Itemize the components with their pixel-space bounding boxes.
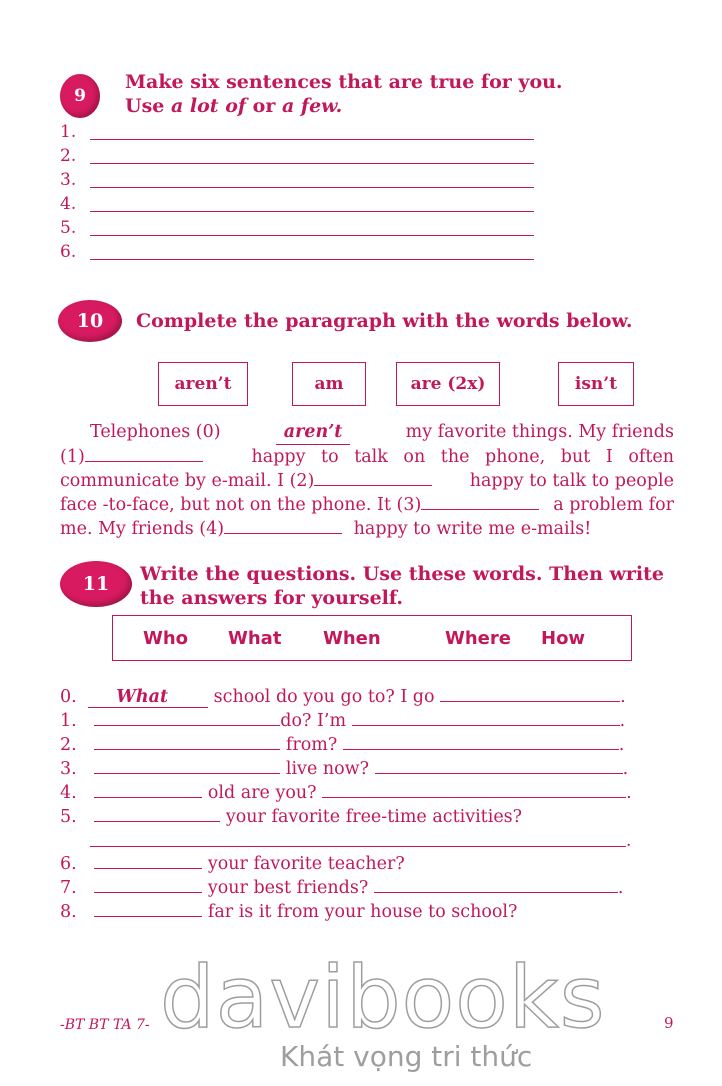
question-5-blank[interactable]: [94, 805, 220, 822]
question-text: do? I’m: [280, 711, 347, 731]
paragraph-text: face -to-face, but not on the phone. It (3): [60, 493, 539, 517]
question-1-blank[interactable]: [94, 709, 280, 726]
paragraph-text: me. My friends (4): [60, 519, 225, 539]
question-1: 1. do? I’m .: [60, 711, 626, 731]
question-text: far is it from your house to school?: [207, 902, 518, 922]
watermark-brand: davibooks: [160, 948, 606, 1048]
word-box-are: are (2x): [396, 362, 500, 406]
blank-1[interactable]: [85, 445, 203, 462]
exercise-11-title: [140, 562, 664, 610]
paragraph-text: Telephones (0): [90, 422, 221, 442]
question-words-box: [112, 615, 632, 661]
paragraph-text: (1): [60, 445, 203, 469]
blank-3[interactable]: [421, 493, 539, 510]
exercise-10-paragraph: [60, 420, 674, 541]
question-text: old are you?: [207, 783, 317, 803]
question-number: 3.: [60, 759, 77, 779]
question-2: 2. from? .: [60, 735, 625, 755]
paragraph-text: happy to talk to people: [469, 471, 674, 491]
ex9-item-1-line[interactable]: [90, 139, 534, 140]
exercise-11-badge: 11: [60, 561, 132, 607]
exercise-11-title-line1: Write the questions. Use these words. Then write: [140, 563, 664, 585]
ex9-item-2-line[interactable]: [90, 163, 534, 164]
question-number: 6.: [60, 854, 77, 874]
question-word-who: Who: [143, 628, 189, 649]
paragraph-line-1: [60, 420, 674, 445]
question-word-where: Where: [445, 628, 511, 649]
question-number: 8.: [60, 902, 77, 922]
question-number: 5.: [60, 807, 77, 827]
question-text: your best friends?: [207, 878, 369, 898]
exercise-9-badge: 9: [60, 74, 100, 118]
question-text: live now?: [285, 759, 370, 779]
question-2-blank[interactable]: [94, 733, 280, 750]
ex9-item-3-number: 3.: [60, 170, 77, 190]
paragraph-line-4: [60, 493, 674, 517]
question-text: from?: [285, 735, 338, 755]
question-4: 4. old are you? .: [60, 783, 632, 803]
paragraph-text: happy to write me e-mails!: [353, 519, 592, 539]
question-text: school do you go to? I go: [213, 687, 435, 707]
question-text: your favorite free-time activities?: [225, 807, 523, 827]
blank-2[interactable]: [314, 469, 432, 486]
paragraph-text: my favorite things. My friends: [405, 422, 674, 442]
question-2-answer-blank[interactable]: [343, 733, 619, 750]
question-5: [60, 805, 522, 829]
question-number: 2.: [60, 735, 77, 755]
question-4-blank[interactable]: [94, 781, 202, 798]
ex9-item-4-line[interactable]: [90, 211, 534, 212]
question-6-blank[interactable]: [94, 852, 202, 869]
ex9-item-4-number: 4.: [60, 194, 77, 214]
question-7-blank[interactable]: [94, 876, 202, 893]
question-8-blank[interactable]: [94, 900, 202, 917]
paragraph-text: a problem for: [553, 495, 674, 515]
word-box-am: am: [292, 362, 366, 406]
paragraph-answer-0: [276, 420, 351, 445]
period: .: [626, 831, 632, 851]
question-8: [60, 900, 517, 924]
page-number: 9: [664, 1014, 674, 1032]
question-word-when: When: [323, 628, 381, 649]
footer-book-code: -BT BT TA 7-: [60, 1017, 150, 1033]
question-3-answer-blank[interactable]: [375, 757, 623, 774]
word-box-arent: aren’t: [158, 362, 248, 406]
paragraph-line-5: [60, 517, 674, 541]
answer-arent: aren’t: [283, 422, 343, 442]
ex9-item-5-line[interactable]: [90, 235, 534, 236]
paragraph-text: communicate by e-mail. I (2): [60, 469, 432, 493]
question-7: 7. your best friends? .: [60, 878, 624, 898]
question-0: 0. What school do you go to? I go .: [60, 687, 626, 707]
exercise-10-badge: 10: [58, 300, 122, 342]
paragraph-line-3: [60, 469, 674, 493]
question-3: 3. live now? .: [60, 759, 629, 779]
question-text: your favorite teacher?: [207, 854, 405, 874]
question-0-answer-blank[interactable]: [440, 685, 620, 702]
exercise-10-title: Complete the paragraph with the words below.: [136, 310, 633, 332]
paragraph-text: happy to talk on the phone, but I often: [251, 447, 674, 467]
exercise-9-title-line2: Use a lot of or a few.: [125, 95, 343, 117]
question-7-answer-blank[interactable]: [374, 876, 618, 893]
question-4-answer-blank[interactable]: [322, 781, 626, 798]
ex9-item-6-line[interactable]: [90, 259, 534, 260]
ex9-item-5-number: 5.: [60, 218, 77, 238]
question-word-how: How: [541, 628, 586, 649]
ex9-item-2-number: 2.: [60, 146, 77, 166]
question-5-answer-line[interactable]: [90, 846, 626, 847]
question-word-what: What: [228, 628, 282, 649]
watermark-tagline: Khát vọng tri thức: [280, 1040, 533, 1073]
exercise-11-title-line2: the answers for yourself.: [140, 587, 404, 609]
question-number: 1.: [60, 711, 77, 731]
question-3-blank[interactable]: [94, 757, 280, 774]
blank-4[interactable]: [224, 517, 342, 534]
question-1-answer-blank[interactable]: [352, 709, 620, 726]
question-0-answer: [88, 687, 208, 708]
word-box-isnt: isn’t: [558, 362, 634, 406]
question-6: [60, 852, 405, 876]
question-number: 0.: [60, 687, 77, 707]
exercise-9-title-line1: Make six sentences that are true for you.: [125, 71, 563, 93]
ex9-item-1-number: 1.: [60, 122, 77, 142]
answer-what: What: [116, 687, 169, 707]
ex9-item-6-number: 6.: [60, 242, 77, 262]
question-number: 7.: [60, 878, 77, 898]
ex9-item-3-line[interactable]: [90, 187, 534, 188]
question-number: 4.: [60, 783, 77, 803]
exercise-9-title: [125, 70, 563, 118]
paragraph-line-2: [60, 445, 674, 469]
